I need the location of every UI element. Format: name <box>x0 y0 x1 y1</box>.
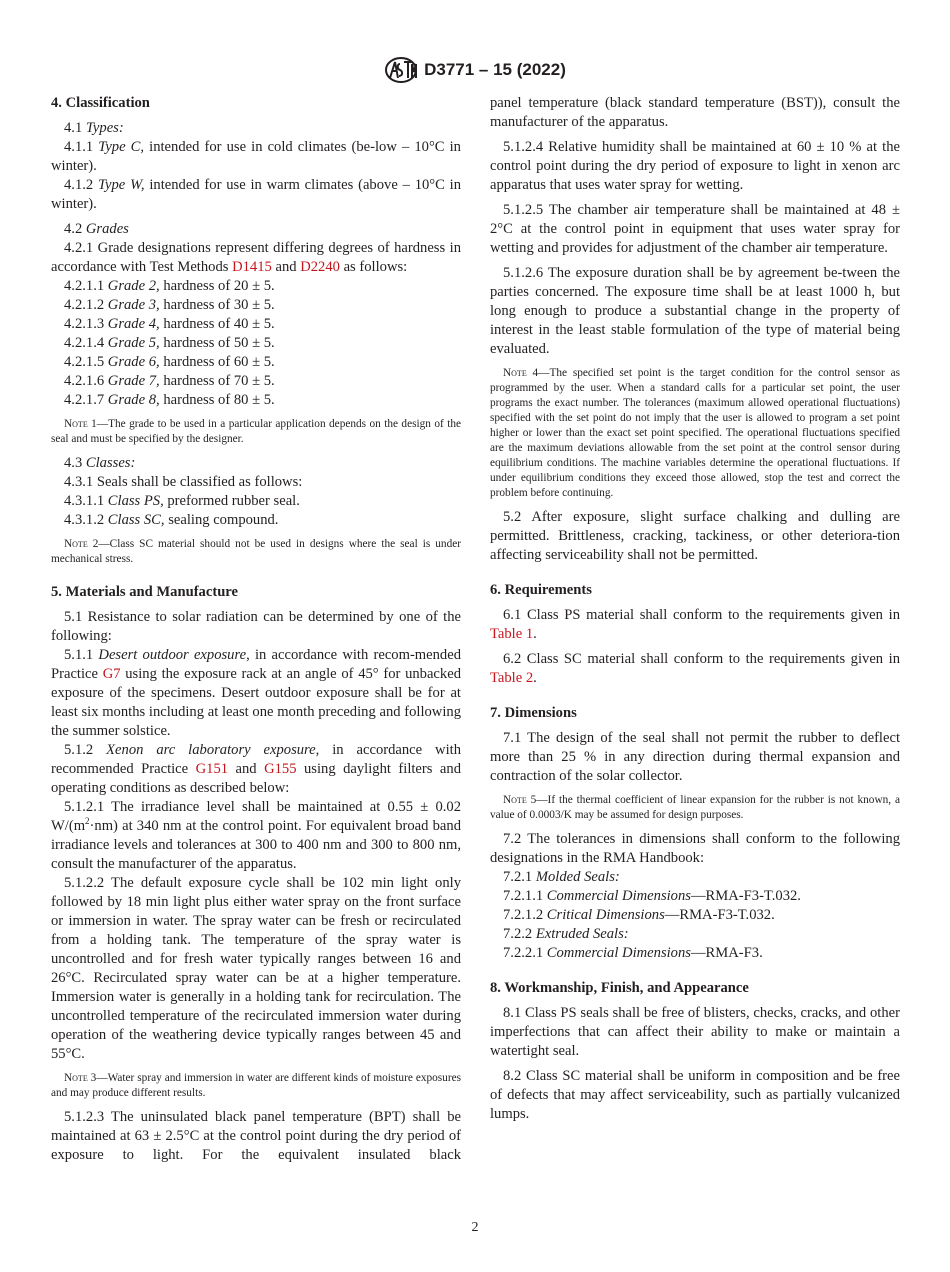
italic-term: Grade 7, <box>107 373 160 389</box>
paragraph <box>51 454 461 473</box>
italic-term: Critical Dimensions <box>546 907 665 923</box>
text: using the exposure rack at an angle of 45° for unbacked exposure of the specimens. Desert outdoor exposure shall be for at least six months including at least one month preceding and following the summer solstice. <box>51 666 461 739</box>
text: and <box>228 761 265 777</box>
section-heading <box>490 581 900 600</box>
text: , in accordance with recommended Practice <box>51 742 462 777</box>
note <box>490 793 900 823</box>
text: 6. Requirements <box>490 582 592 598</box>
text: . <box>533 626 537 642</box>
paragraph <box>490 264 900 359</box>
left-column <box>51 94 461 1165</box>
text: 4.3.1.2 <box>64 512 108 528</box>
text: 5.1.2.3 The uninsulated black panel temperature (BPT) shall be maintained at 63 ± 2.5°C at the control point during the dry period of exposure to light. For the equivalent insulated black <box>51 1109 461 1163</box>
text: 7.2.2 <box>503 926 536 942</box>
paragraph <box>490 201 900 258</box>
text: 5.1.2.6 The exposure duration shall be by agreement be-tween the parties concerned. The exposure time shall be at least 1000 h, but long enough to produce a substantial change in the property of interest in the least stable formulation of the type of material being evaluated. <box>490 265 900 357</box>
text: 5.1.2 <box>64 742 107 758</box>
text: 1—The grade to be used in a particular application depends on the design of the seal and must be specified by the designer. <box>51 418 461 445</box>
text: 7.2.1.1 <box>503 888 547 904</box>
paragraph <box>51 608 461 646</box>
italic-term: Commercial Dimensions <box>546 945 691 961</box>
text: 5.1.2.2 The default exposure cycle shall be 102 min light only followed by 18 min light plus either water spray on the front surface or immersion in water. The spray water can be fresh or recirculated from a holding tank. The temperature of the spray water is uncontrolled and for fresh water typically ranges between 16 and 26°C. Recirculated spray water can be at a higher temperature. Immersion water is generally in a holding tank for recirculation. The uncontrolled temperature of the recirculated immersion water during operation of the weathering device typically ranges between 45 and 55°C. <box>51 875 461 1062</box>
paragraph <box>490 925 900 944</box>
text: and <box>271 259 301 275</box>
text: 5.1 Resistance to solar radiation can be determined by one of the following: <box>51 609 461 644</box>
section-heading <box>490 979 900 998</box>
italic-term: Extruded Seals: <box>535 926 629 942</box>
text: hardness of 70 ± 5. <box>159 373 275 389</box>
text: 4.1.1 <box>64 139 99 155</box>
paragraph <box>51 239 461 277</box>
text: 4.2 <box>64 221 86 237</box>
italic-term: Class SC, <box>107 512 165 528</box>
text: —RMA-F3-T.032. <box>690 888 801 904</box>
text: hardness of 80 ± 5. <box>159 392 275 408</box>
text: 7.1 The design of the seal shall not permit the rubber to deflect more than 25 % in any direction during thermal expansion and contraction of the solar collector. <box>490 730 900 784</box>
text: 4.2.1.1 <box>64 278 108 294</box>
italic-term: Grade 5, <box>107 335 160 351</box>
paragraph <box>51 798 461 874</box>
text: 5.1.2.1 The irradiance level shall be maintained at 0.55 ± 0.02 W/(m <box>51 799 461 834</box>
text: sealing compound. <box>164 512 279 528</box>
italic-term: Types: <box>85 120 124 136</box>
note-label: Note <box>64 538 88 550</box>
reference-link[interactable]: Table 1 <box>490 626 534 642</box>
text: ·nm) at 340 nm at the control point. For equivalent broad band irradiance levels and tolerances at 300 to 400 nm and 300 to 800 nm, consult the manufacturer of the apparatus. <box>51 818 461 872</box>
paragraph <box>51 176 461 214</box>
italic-term: Type W, <box>98 177 145 193</box>
text: 4.2.1.3 <box>64 316 108 332</box>
text: , in accordance with recom-mended Practice <box>51 647 461 682</box>
text: 4.2.1 Grade designations represent differing degrees of hardness in accordance with Test Methods <box>51 240 461 275</box>
text: —RMA-F3-T.032. <box>664 907 775 923</box>
text: 7.2.2.1 <box>503 945 547 961</box>
superscript: 2 <box>85 816 90 827</box>
paragraph <box>51 277 461 296</box>
paragraph <box>490 1004 900 1061</box>
italic-term: Grade 3, <box>107 297 160 313</box>
text: 4.2.1.2 <box>64 297 108 313</box>
paragraph <box>51 492 461 511</box>
text: 7.2.1 <box>503 869 536 885</box>
text: —RMA-F3. <box>690 945 763 961</box>
paragraph <box>490 906 900 925</box>
text: preformed rubber seal. <box>163 493 300 509</box>
italic-term: Grades <box>85 221 129 237</box>
text: 8. Workmanship, Finish, and Appearance <box>490 980 749 996</box>
text: as follows: <box>339 259 408 275</box>
note-label: Note <box>64 1072 88 1084</box>
paragraph <box>51 353 461 372</box>
paragraph <box>490 508 900 565</box>
reference-link[interactable]: G155 <box>264 761 297 777</box>
text: intended for use in warm climates (above – 10°C in winter). <box>51 177 462 212</box>
reference-link[interactable]: D1415 <box>232 259 272 275</box>
text: hardness of 20 ± 5. <box>159 278 275 294</box>
text: 4.2.1.5 <box>64 354 108 370</box>
text: 8.2 Class SC material shall be uniform in composition and be free of defects that may affect serviceability, such as partially vulcanized lumps. <box>490 1068 900 1122</box>
paragraph <box>51 741 461 798</box>
italic-term: Type C, <box>98 139 145 155</box>
text: 4.2.1.6 <box>64 373 108 389</box>
paragraph <box>51 473 461 492</box>
reference-link[interactable]: G151 <box>195 761 229 777</box>
paragraph <box>51 646 461 741</box>
paragraph <box>51 391 461 410</box>
text: 4.2.1.7 <box>64 392 108 408</box>
text: 5.1.2.5 The chamber air temperature shall be maintained at 48 ± 2°C at the control point in equipment that uses water spray for wetting and provides for adjustment of the chamber air temperature. <box>490 202 900 256</box>
italic-term: Grade 2, <box>107 278 160 294</box>
italic-term: Grade 8, <box>107 392 160 408</box>
text: 5—If the thermal coefficient of linear expansion for the rubber is not known, a value of 0.0003/K may be assumed for design purposes. <box>490 794 900 821</box>
text: 4.1.2 <box>64 177 98 193</box>
text: 6.1 Class PS material shall conform to the requirements given in <box>503 607 900 623</box>
section-heading <box>51 94 461 113</box>
paragraph <box>490 729 900 786</box>
italic-term: Classes: <box>85 455 136 471</box>
note <box>490 366 900 501</box>
text: 5. Materials and Manufacture <box>51 584 238 600</box>
section-heading <box>490 704 900 723</box>
paragraph <box>51 220 461 239</box>
astm-logo-icon <box>384 56 418 84</box>
reference-link[interactable]: G7 <box>102 666 121 682</box>
paragraph <box>51 1108 461 1165</box>
note-label: Note <box>64 418 88 430</box>
paragraph <box>51 372 461 391</box>
paragraph <box>51 874 461 1064</box>
paragraph <box>490 1067 900 1124</box>
text: 7. Dimensions <box>490 705 577 721</box>
text: 5.1.2.4 Relative humidity shall be maintained at 60 ± 10 % at the control point during the dry period of exposure to light in xenon arc apparatus that uses water spray for wetting. <box>490 139 900 193</box>
text: panel temperature (black standard temperature (BST)), consult the manufacturer of the apparatus. <box>490 95 900 130</box>
text: hardness of 60 ± 5. <box>159 354 275 370</box>
text: 4.3.1.1 <box>64 493 108 509</box>
right-column <box>490 94 900 1124</box>
paragraph <box>490 94 900 132</box>
paragraph <box>490 650 900 688</box>
text: hardness of 30 ± 5. <box>159 297 275 313</box>
text: 6.2 Class SC material shall conform to the requirements given in <box>503 651 900 667</box>
paragraph <box>51 119 461 138</box>
paragraph <box>51 334 461 353</box>
reference-link[interactable]: Table 2 <box>490 670 534 686</box>
paragraph <box>490 944 900 963</box>
text: 8.1 Class PS seals shall be free of blisters, checks, cracks, and other imperfections that can affect their ability to make or maintain a watertight seal. <box>490 1005 900 1059</box>
text: . <box>533 670 537 686</box>
page-number: 2 <box>471 1220 479 1235</box>
text: 3—Water spray and immersion in water are different kinds of moisture exposures and may produce different results. <box>51 1072 461 1099</box>
paragraph <box>490 868 900 887</box>
paragraph <box>51 138 461 176</box>
paragraph <box>490 830 900 868</box>
page-header <box>0 56 950 84</box>
italic-term: Xenon arc laboratory exposure <box>106 742 316 758</box>
paragraph <box>51 296 461 315</box>
text: 4.3.1 Seals shall be classified as follows: <box>64 474 303 490</box>
text: using daylight filters and operating conditions as described below: <box>51 761 461 796</box>
italic-term: Molded Seals: <box>535 869 620 885</box>
reference-link[interactable]: D2240 <box>300 259 340 275</box>
text: 5.1.1 <box>64 647 99 663</box>
italic-term: Grade 4, <box>107 316 160 332</box>
text: 4—The specified set point is the target condition for the control sensor as programmed by the user. When a standard calls for a particular set point, the user programs the exact number. The tolerances (maximum allowed operational fluctuations) specified with the set point do not imply that the user is allowed to program a set point higher or lower than the exact set point specified. The operational fluctuations specified are the maximum deviations allowable from the set point at the control sensor during equilibrium conditions. The machine variables determine the operational fluctuations. If under equilibrium conditions they exceed those allowed, stop the test and correct the problem before continuing. <box>490 367 900 499</box>
italic-term: Desert outdoor exposure <box>98 647 247 663</box>
paragraph <box>490 887 900 906</box>
note <box>51 1071 461 1101</box>
note-label: Note <box>503 794 527 806</box>
text: hardness of 40 ± 5. <box>159 316 275 332</box>
document-id: D3771 – 15 (2022) <box>424 60 566 79</box>
note-label: Note <box>503 367 527 379</box>
text: 2—Class SC material should not be used in designs where the seal is under mechanical stress. <box>51 538 461 565</box>
text: 5.2 After exposure, slight surface chalking and dulling are permitted. Brittleness, cracking, tackiness, or other deteriora-tion affecting serviceability shall not be permitted. <box>490 509 900 563</box>
text: 4. Classification <box>51 95 150 111</box>
text: 4.2.1.4 <box>64 335 108 351</box>
paragraph <box>51 315 461 334</box>
paragraph <box>51 511 461 530</box>
section-heading <box>51 583 461 602</box>
text: 4.3 <box>64 455 86 471</box>
text: 7.2.1.2 <box>503 907 547 923</box>
text: hardness of 50 ± 5. <box>159 335 275 351</box>
italic-term: Class PS, <box>107 493 164 509</box>
text: 4.1 <box>64 120 86 136</box>
text: 7.2 The tolerances in dimensions shall conform to the following designations in the RMA Handbook: <box>490 831 900 866</box>
italic-term: Commercial Dimensions <box>546 888 691 904</box>
paragraph <box>490 606 900 644</box>
paragraph <box>490 138 900 195</box>
note <box>51 417 461 447</box>
italic-term: Grade 6, <box>107 354 160 370</box>
text: intended for use in cold climates (be-low – 10°C in winter). <box>51 139 461 174</box>
note <box>51 537 461 567</box>
